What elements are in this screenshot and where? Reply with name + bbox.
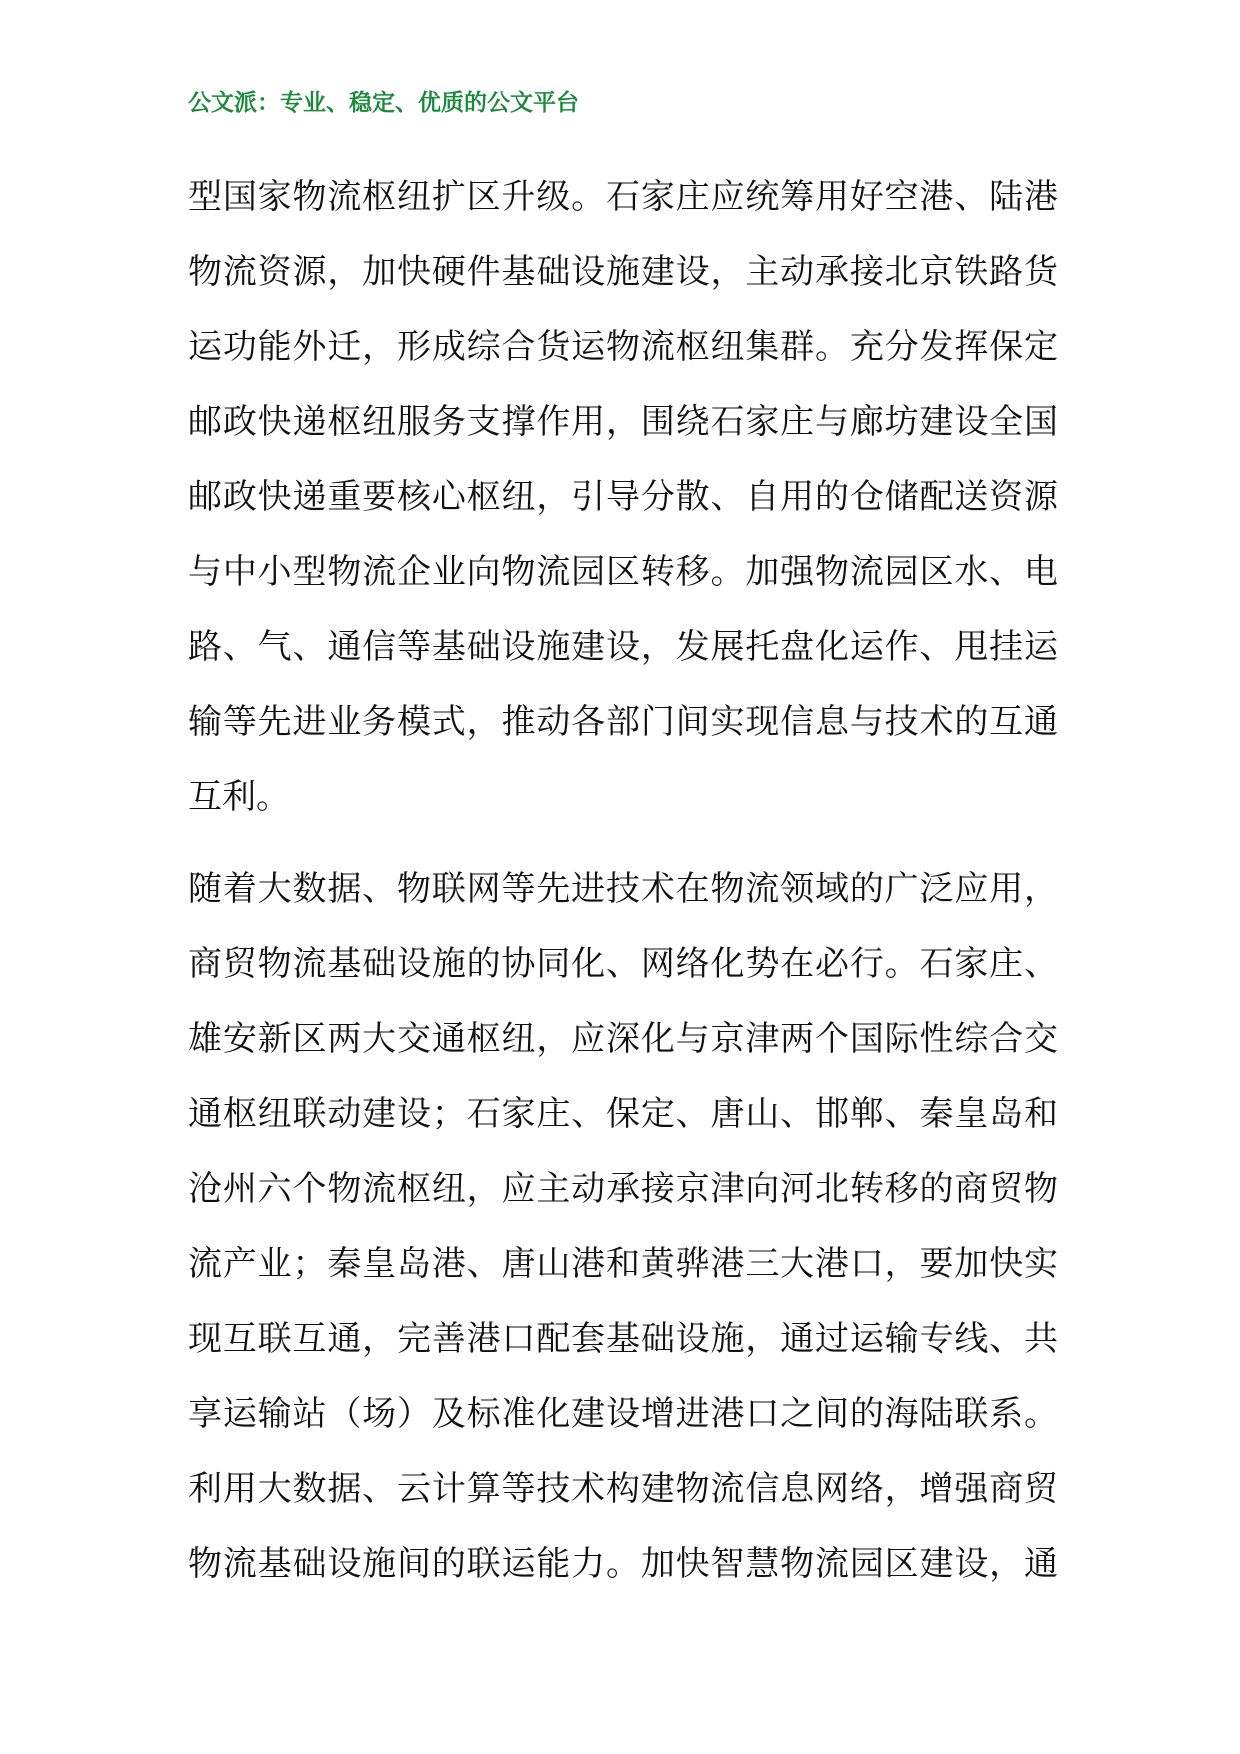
paragraph-line: 利用大数据、云计算等技术构建物流信息网络，增强商贸 [188,1469,1058,1509]
paragraph-line: 物流基础设施间的联运能力。加快智慧物流园区建设，通 [188,1544,1058,1584]
paragraph-line: 路、气、通信等基础设施建设，发展托盘化运作、甩挂运 [188,627,1058,667]
paragraph-line: 现互联互通，完善港口配套基础设施，通过运输专线、共 [188,1319,1058,1359]
paragraph-line: 运功能外迁，形成综合货运物流枢纽集群。充分发挥保定 [188,327,1058,367]
page-header-slogan: 公文派：专业、稳定、优质的公文平台 [188,89,579,116]
paragraph-line: 邮政快递枢纽服务支撑作用，围绕石家庄与廊坊建设全国 [188,402,1058,442]
paragraph-line: 与中小型物流企业向物流园区转移。加强物流园区水、电 [188,552,1058,592]
paragraph-1 [188,160,1058,835]
paragraph-line: 输等先进业务模式，推动各部门间实现信息与技术的互通 [188,702,1058,742]
paragraph-line: 物流资源，加快硬件基础设施建设，主动承接北京铁路货 [188,252,1058,292]
paragraph-line: 流产业；秦皇岛港、唐山港和黄骅港三大港口，要加快实 [188,1244,1058,1284]
paragraph-line: 邮政快递重要核心枢纽，引导分散、自用的仓储配送资源 [188,477,1058,517]
paragraph-line: 随着大数据、物联网等先进技术在物流领域的广泛应用， [188,869,1058,909]
paragraph-2 [188,852,1058,1602]
paragraph-line: 雄安新区两大交通枢纽，应深化与京津两个国际性综合交 [188,1019,1058,1059]
paragraph-line: 型国家物流枢纽扩区升级。石家庄应统筹用好空港、陆港 [188,177,1058,217]
paragraph-line: 商贸物流基础设施的协同化、网络化势在必行。石家庄、 [188,944,1058,984]
paragraph-line: 互利。 [188,777,290,817]
paragraph-line: 沧州六个物流枢纽，应主动承接京津向河北转移的商贸物 [188,1169,1058,1209]
paragraph-line: 通枢纽联动建设；石家庄、保定、唐山、邯郸、秦皇岛和 [188,1094,1058,1134]
paragraph-line: 享运输站（场）及标准化建设增进港口之间的海陆联系。 [188,1394,1058,1434]
